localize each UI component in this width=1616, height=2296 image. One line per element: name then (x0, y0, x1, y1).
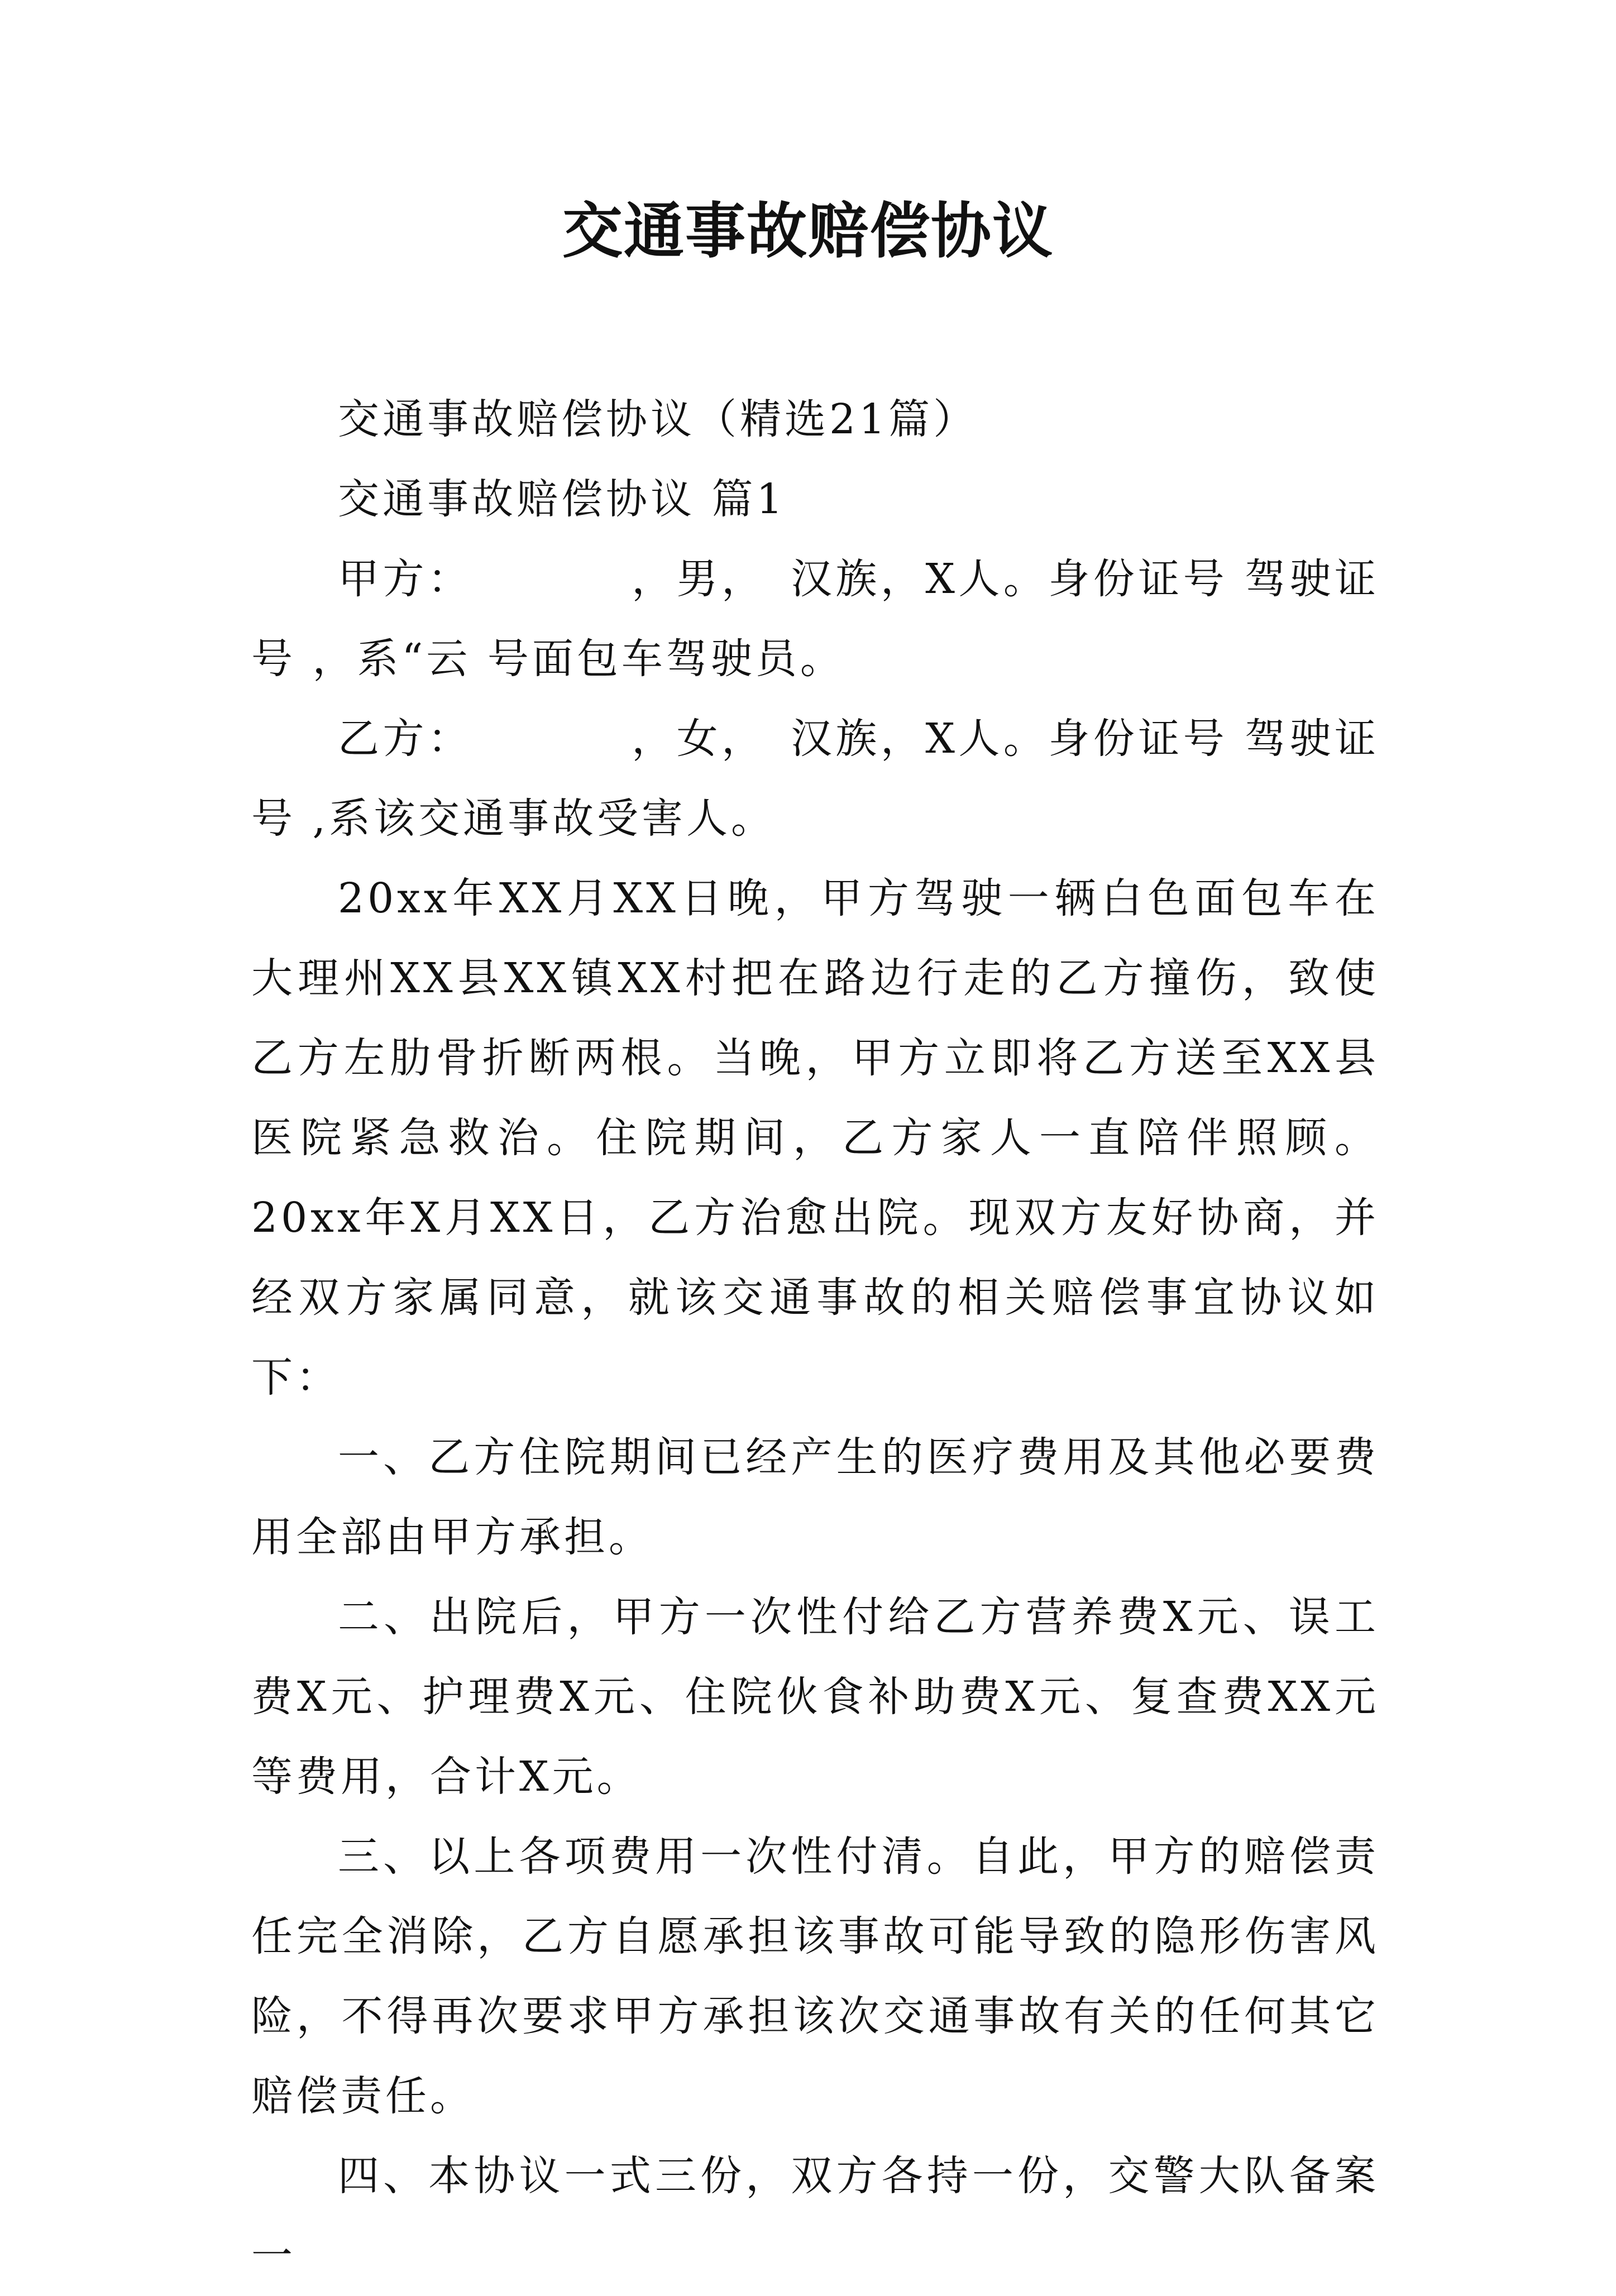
section-heading: 交通事故赔偿协议 篇1 (338, 475, 786, 523)
party-b-paragraph: 乙方： ，女， 汉族，X人。身份证号 驾驶证号 ,系该交通事故受害人。 (251, 715, 1379, 843)
subtitle-line: 交通事故赔偿协议（精选21篇） (338, 395, 978, 443)
incident-paragraph: 20xx年XX月XX日晚，甲方驾驶一辆白色面包车在大理州XX县XX镇XX村把在路边行走的乙方撞伤，致使乙方左肋骨折断两根。当晚，甲方立即将乙方送至XX县医院紧急救治。住院期间，乙方家人一直陪伴照顾。20xx年X月XX日，乙方治愈出院。现双方友好协商，并经双方家属同意，就该交通事故的相关赔偿事宜协议如下： (251, 874, 1379, 1401)
document-title: 交通事故赔偿协议 (562, 197, 1054, 266)
clause-2: 二、出院后，甲方一次性付给乙方营养费X元、误工费X元、护理费X元、住院伙食补助费X元、复查费XX元等费用，合计X元。 (251, 1593, 1379, 1801)
clause-4: 四、本协议一式三份，双方各持一份，交警大队备案一 (251, 2152, 1379, 2280)
clause-3: 三、以上各项费用一次性付清。自此，甲方的赔偿责任完全消除，乙方自愿承担该事故可能导致的隐形伤害风险，不得再次要求甲方承担该次交通事故有关的任何其它赔偿责任。 (251, 1833, 1379, 2120)
document-body (251, 380, 1379, 2296)
party-a-paragraph: 甲方： ，男， 汉族，X人。身份证号 驾驶证号 ，系“云 号面包车驾驶员。 (251, 555, 1379, 683)
clause-1: 一、乙方住院期间已经产生的医疗费用及其他必要费用全部由甲方承担。 (251, 1433, 1379, 1561)
